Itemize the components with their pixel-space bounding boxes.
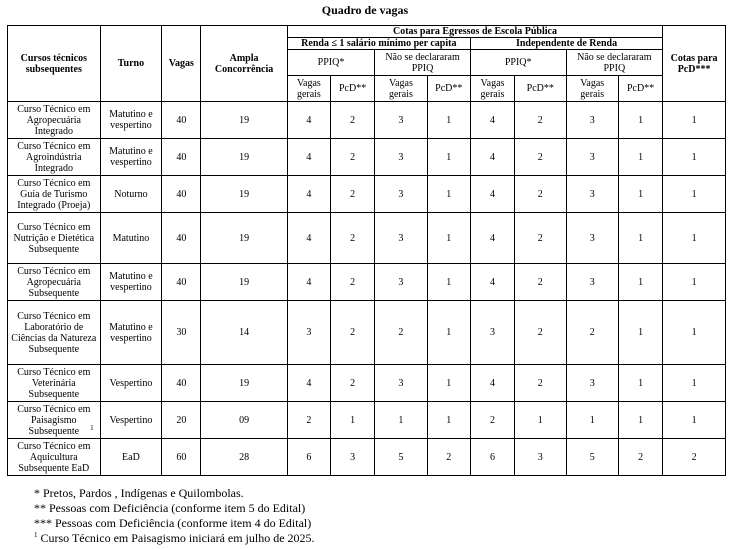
- value-cell: 40: [162, 365, 201, 402]
- course-cell: [8, 301, 101, 365]
- value-cell: 60: [162, 439, 201, 476]
- value-cell: 4: [470, 264, 514, 301]
- value-cell: 2: [515, 176, 566, 213]
- header-nao-ppiq-1: Não se declararam PPIQ: [375, 50, 471, 76]
- value-cell: 1: [427, 102, 470, 139]
- header-turno: Turno: [100, 26, 162, 102]
- header-vagas-gerais: Vagas gerais: [375, 76, 427, 102]
- value-cell: 1: [618, 264, 662, 301]
- course-cell: [8, 139, 101, 176]
- value-cell: 1: [663, 102, 726, 139]
- turno-cell: Noturno: [100, 176, 162, 213]
- value-cell: 1: [618, 102, 662, 139]
- value-cell: 3: [375, 139, 427, 176]
- header-vagas-gerais: Vagas gerais: [287, 76, 330, 102]
- value-cell: 4: [287, 176, 330, 213]
- value-cell: 1: [330, 402, 374, 439]
- value-cell: 1: [663, 365, 726, 402]
- value-cell: 1: [427, 139, 470, 176]
- course-cell: [8, 176, 101, 213]
- value-cell: 1: [663, 213, 726, 264]
- table-row: [8, 213, 726, 264]
- value-cell: 40: [162, 176, 201, 213]
- value-cell: 09: [201, 402, 287, 439]
- value-cell: 14: [201, 301, 287, 365]
- value-cell: 1: [427, 213, 470, 264]
- footnote: *** Pessoas com Deficiência (conforme item 4 do Edital): [34, 516, 312, 530]
- value-cell: 1: [427, 402, 470, 439]
- value-cell: 4: [470, 102, 514, 139]
- table-row: [8, 439, 726, 476]
- value-cell: 19: [201, 102, 287, 139]
- value-cell: 3: [566, 264, 618, 301]
- turno-cell: Vespertino: [100, 402, 162, 439]
- header-ampla: Ampla Concorrência: [201, 26, 287, 102]
- footnote: * Pretos, Pardos , Indígenas e Quilombolas.: [34, 486, 244, 500]
- value-cell: 4: [470, 176, 514, 213]
- value-cell: 3: [566, 365, 618, 402]
- course-cell: [8, 439, 101, 476]
- table-row: [8, 365, 726, 402]
- header-vagas: Vagas: [162, 26, 201, 102]
- value-cell: 4: [287, 365, 330, 402]
- value-cell: 1: [515, 402, 566, 439]
- value-cell: 2: [515, 139, 566, 176]
- value-cell: 2: [330, 139, 374, 176]
- value-cell: 4: [470, 365, 514, 402]
- value-cell: 40: [162, 102, 201, 139]
- value-cell: 4: [287, 102, 330, 139]
- header-independente: Independente de Renda: [470, 38, 662, 50]
- value-cell: 1: [663, 176, 726, 213]
- page-title: Quadro de vagas: [321, 3, 409, 17]
- value-cell: 2: [287, 402, 330, 439]
- turno-cell: Vespertino: [100, 365, 162, 402]
- value-cell: 2: [663, 439, 726, 476]
- value-cell: 3: [566, 213, 618, 264]
- vagas-table: [7, 25, 726, 476]
- footnote: ** Pessoas com Deficiência (conforme item 5 do Edital): [34, 501, 306, 515]
- value-cell: 28: [201, 439, 287, 476]
- value-cell: 3: [287, 301, 330, 365]
- value-cell: 2: [618, 439, 662, 476]
- table-row: [8, 264, 726, 301]
- value-cell: 2: [566, 301, 618, 365]
- header-renda-baixa: Renda ≤ 1 salário mínimo per capita: [287, 38, 470, 50]
- course-name: Curso Técnico em Guia de Turismo Integrado (Proeja): [17, 177, 91, 211]
- header-cotas-egressos: Cotas para Egressos de Escola Pública: [287, 26, 662, 38]
- value-cell: 1: [618, 365, 662, 402]
- header-pcd: PcD**: [618, 76, 662, 102]
- header-nao-ppiq-2: Não se declararam PPIQ: [566, 50, 663, 76]
- value-cell: 3: [330, 439, 374, 476]
- turno-cell: Matutino e vespertino: [100, 301, 162, 365]
- course-name: Curso Técnico em Agropecuária Subsequente: [17, 265, 91, 299]
- turno-cell: Matutino e vespertino: [100, 139, 162, 176]
- value-cell: 4: [287, 264, 330, 301]
- value-cell: 1: [618, 176, 662, 213]
- table-row: [8, 139, 726, 176]
- course-cell: [8, 102, 101, 139]
- course-name: Curso Técnico em Paisagismo Subsequente: [17, 403, 91, 437]
- value-cell: 2: [515, 365, 566, 402]
- value-cell: 2: [427, 439, 470, 476]
- value-cell: 1: [427, 301, 470, 365]
- value-cell: 2: [330, 301, 374, 365]
- value-cell: 19: [201, 176, 287, 213]
- value-cell: 40: [162, 139, 201, 176]
- header-vagas-gerais: Vagas gerais: [566, 76, 618, 102]
- value-cell: 1: [618, 213, 662, 264]
- value-cell: 40: [162, 264, 201, 301]
- value-cell: 1: [427, 365, 470, 402]
- value-cell: 3: [375, 264, 427, 301]
- value-cell: 4: [470, 139, 514, 176]
- value-cell: 6: [470, 439, 514, 476]
- course-name: Curso Técnico em Laboratório de Ciências da Natureza Subsequente: [11, 310, 97, 355]
- value-cell: 3: [375, 176, 427, 213]
- value-cell: 19: [201, 264, 287, 301]
- value-cell: 30: [162, 301, 201, 365]
- value-cell: 3: [515, 439, 566, 476]
- header-vagas-gerais: Vagas gerais: [470, 76, 514, 102]
- value-cell: 19: [201, 365, 287, 402]
- course-name: Curso Técnico em Veterinária Subsequente: [17, 366, 91, 400]
- table-row: [8, 176, 726, 213]
- value-cell: 3: [470, 301, 514, 365]
- footnote-marker: 1: [34, 531, 38, 539]
- header-pcd: PcD**: [427, 76, 470, 102]
- value-cell: 40: [162, 213, 201, 264]
- turno-cell: Matutino e vespertino: [100, 264, 162, 301]
- value-cell: 1: [618, 402, 662, 439]
- value-cell: 6: [287, 439, 330, 476]
- value-cell: 3: [375, 213, 427, 264]
- value-cell: 4: [287, 213, 330, 264]
- turno-cell: EaD: [100, 439, 162, 476]
- footnotes: [34, 486, 315, 546]
- value-cell: 2: [515, 213, 566, 264]
- value-cell: 2: [375, 301, 427, 365]
- value-cell: 2: [330, 102, 374, 139]
- table-row: [8, 301, 726, 365]
- header-pcd: PcD**: [515, 76, 566, 102]
- value-cell: 2: [330, 365, 374, 402]
- value-cell: 19: [201, 139, 287, 176]
- course-cell: [8, 365, 101, 402]
- value-cell: 1: [375, 402, 427, 439]
- course-cell: Curso Técnico em Paisagismo Subsequente 1: [8, 402, 101, 439]
- value-cell: 2: [330, 264, 374, 301]
- footnote: [34, 531, 315, 546]
- value-cell: 2: [515, 264, 566, 301]
- value-cell: 1: [663, 402, 726, 439]
- value-cell: 3: [375, 102, 427, 139]
- value-cell: 5: [375, 439, 427, 476]
- value-cell: 4: [287, 139, 330, 176]
- turno-cell: Matutino: [100, 213, 162, 264]
- value-cell: 1: [663, 264, 726, 301]
- value-cell: 1: [618, 301, 662, 365]
- value-cell: 3: [566, 139, 618, 176]
- course-name: Curso Técnico em Agropecuária Integrado: [17, 103, 91, 137]
- value-cell: 1: [566, 402, 618, 439]
- header-pcd: PcD**: [330, 76, 374, 102]
- course-name: Curso Técnico em Aquicultura Subsequente EaD: [17, 440, 91, 474]
- value-cell: 1: [427, 264, 470, 301]
- value-cell: 1: [427, 176, 470, 213]
- course-cell: [8, 213, 101, 264]
- header-ppiq-1: PPIQ*: [287, 50, 374, 76]
- table-row: [8, 102, 726, 139]
- value-cell: 2: [515, 301, 566, 365]
- course-name: Curso Técnico em Agroindústria Integrado: [17, 140, 91, 174]
- value-cell: 2: [330, 213, 374, 264]
- value-cell: 19: [201, 213, 287, 264]
- value-cell: 3: [566, 176, 618, 213]
- footnote-text: Curso Técnico em Paisagismo iniciará em julho de 2025.: [40, 531, 315, 545]
- value-cell: 2: [515, 102, 566, 139]
- value-cell: 20: [162, 402, 201, 439]
- table-row: [8, 402, 726, 439]
- value-cell: 4: [470, 213, 514, 264]
- value-cell: 1: [663, 139, 726, 176]
- value-cell: 2: [470, 402, 514, 439]
- value-cell: 3: [375, 365, 427, 402]
- header-ppiq-2: PPIQ*: [470, 50, 566, 76]
- value-cell: 3: [566, 102, 618, 139]
- value-cell: 1: [618, 139, 662, 176]
- course-name: Curso Técnico em Nutrição e Dietética Subsequente: [13, 221, 95, 255]
- value-cell: 1: [663, 301, 726, 365]
- course-cell: [8, 264, 101, 301]
- turno-cell: Matutino e vespertino: [100, 102, 162, 139]
- value-cell: 2: [330, 176, 374, 213]
- header-courses: Cursos técnicos subsequentes: [8, 26, 101, 102]
- header-cotas-pcd: Cotas para PcD***: [663, 26, 726, 102]
- value-cell: 5: [566, 439, 618, 476]
